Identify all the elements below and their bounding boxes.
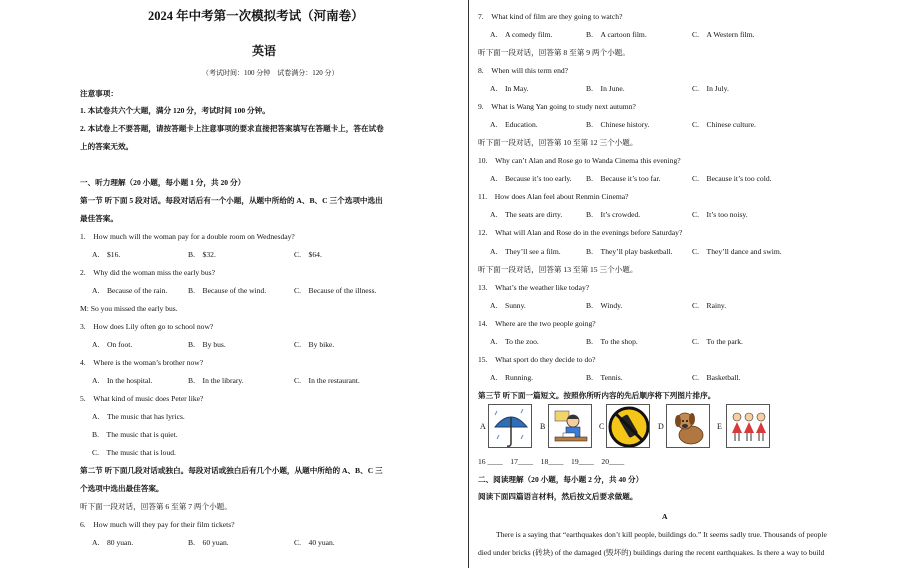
question-6: 6. How much will they pay for their film tickets? bbox=[80, 520, 235, 529]
umbrella-rain-picture bbox=[488, 404, 532, 448]
pic-label-d: D bbox=[658, 422, 664, 431]
question-3: 3. How does Lily often go to school now? bbox=[80, 322, 214, 331]
pic-label-e: E bbox=[717, 422, 722, 431]
option-11b: B. It’s crowded. bbox=[586, 210, 641, 219]
exam-info: （考试时间：100 分钟 试卷满分：120 分） bbox=[202, 69, 339, 77]
option-11a: A. The seats are dirty. bbox=[490, 210, 563, 219]
pic-label-c: C bbox=[599, 422, 605, 431]
option-9c: C. Chinese culture. bbox=[692, 120, 756, 129]
notice-2-cont: 上的答案无效。 bbox=[80, 142, 134, 151]
dancing-girls-picture bbox=[726, 404, 770, 448]
option-5b: B. The music that is quiet. bbox=[92, 430, 178, 439]
option-10a: A. Because it’s too early. bbox=[490, 174, 572, 183]
dialog-line: M: So you missed the early bus. bbox=[80, 304, 178, 313]
dialog-instruction-3: 听下面一段对话，回答第 10 至第 12 三个小题。 bbox=[478, 138, 638, 147]
question-12: 12. What will Alan and Rose do in the evenings before Saturday? bbox=[478, 228, 683, 237]
question-10: 10. Why can’t Alan and Rose go to Wanda Cinema this evening? bbox=[478, 156, 681, 165]
option-13a: A. Sunny. bbox=[490, 301, 526, 310]
umbrella-icon bbox=[489, 405, 532, 448]
dancers-icon bbox=[727, 405, 770, 448]
section2-instruction: 阅读下面四篇语言材料，然后按文后要求做题。 bbox=[478, 492, 638, 501]
option-8a: A. In May. bbox=[490, 84, 529, 93]
option-1a: A. $16. bbox=[92, 250, 121, 259]
option-8c: C. In July. bbox=[692, 84, 729, 93]
column-divider bbox=[468, 0, 469, 568]
notice-2: 2. 本试卷上不要答题，请按答题卡上注意事项的要求直接把答案填写在答题卡上，答在试卷 bbox=[80, 124, 384, 133]
option-12a: A. They’ll see a film. bbox=[490, 247, 561, 256]
option-4a: A. In the hospital. bbox=[92, 376, 153, 385]
dog-icon bbox=[667, 405, 710, 448]
question-8: 8. When will this term end? bbox=[478, 66, 569, 75]
subject-title: 英语 bbox=[252, 44, 277, 58]
question-14: 14. Where are the two people going? bbox=[478, 319, 596, 328]
option-15a: A. Running. bbox=[490, 373, 534, 382]
option-15b: B. Tennis. bbox=[586, 373, 623, 382]
section1-heading: 一、听力理解（20 小题，每小题 1 分，共 20 分） bbox=[80, 178, 246, 187]
question-4: 4. Where is the woman’s brother now? bbox=[80, 358, 204, 367]
dog-picture bbox=[666, 404, 710, 448]
option-2b: B. Because of the wind. bbox=[188, 286, 267, 295]
no-phone-icon bbox=[607, 405, 650, 448]
option-5c: C. The music that is loud. bbox=[92, 448, 176, 457]
option-5a: A. The music that has lyrics. bbox=[92, 412, 185, 421]
question-13: 13. What’s the weather like today? bbox=[478, 283, 590, 292]
option-6a: A. 80 yuan. bbox=[92, 538, 134, 547]
student-icon bbox=[549, 405, 592, 448]
option-7c: C. A Western film. bbox=[692, 30, 755, 39]
question-5: 5. What kind of music does Peter like? bbox=[80, 394, 204, 403]
dialog-instruction-4: 听下面一段对话，回答第 13 至第 15 三个小题。 bbox=[478, 265, 638, 274]
option-1c: C. $64. bbox=[294, 250, 322, 259]
question-2: 2. Why did the woman miss the early bus? bbox=[80, 268, 215, 277]
exam-title: 2024 年中考第一次模拟考试（河南卷） bbox=[148, 9, 364, 23]
no-phone-picture bbox=[606, 404, 650, 448]
option-4b: B. In the library. bbox=[188, 376, 244, 385]
answer-blanks: 16 ____ 17____ 18____ 19____ 20____ bbox=[478, 457, 625, 466]
option-13b: B. Windy. bbox=[586, 301, 623, 310]
part3-instruction: 第三节 听下面一篇短文。按照你所听内容的先后顺序将下列图片排序。 bbox=[478, 391, 716, 400]
option-14c: C. To the park. bbox=[692, 337, 743, 346]
option-3a: A. On foot. bbox=[92, 340, 133, 349]
question-15: 15. What sport do they decide to do? bbox=[478, 355, 596, 364]
option-9b: B. Chinese history. bbox=[586, 120, 650, 129]
section2-heading: 二、阅读理解（20 小题，每小题 2 分，共 40 分） bbox=[478, 475, 644, 484]
student-desk-picture bbox=[548, 404, 592, 448]
option-10c: C. Because it’s too cold. bbox=[692, 174, 772, 183]
question-9: 9. What is Wang Yan going to study next autumn? bbox=[478, 102, 636, 111]
option-1b: B. $32. bbox=[188, 250, 216, 259]
option-3c: C. By bike. bbox=[294, 340, 335, 349]
question-11: 11. How does Alan feel about Renmin Cinema? bbox=[478, 192, 629, 201]
option-12c: C. They’ll dance and swim. bbox=[692, 247, 782, 256]
passage-label: A bbox=[662, 512, 668, 521]
option-9a: A. Education. bbox=[490, 120, 538, 129]
picture-row bbox=[478, 404, 858, 454]
option-15c: C. Basketball. bbox=[692, 373, 741, 382]
option-13c: C. Rainy. bbox=[692, 301, 727, 310]
option-3b: B. By bus. bbox=[188, 340, 226, 349]
passage-line-2: died under bricks (砖块) of the damaged (毁坏的) buildings during the recent earthquakes. Is there a way to build bbox=[478, 548, 825, 557]
option-10b: B. Because it’s too far. bbox=[586, 174, 661, 183]
pic-label-b: B bbox=[540, 422, 546, 431]
option-2a: A. Because of the rain. bbox=[92, 286, 168, 295]
option-4c: C. In the restaurant. bbox=[294, 376, 360, 385]
option-14b: B. To the shop. bbox=[586, 337, 638, 346]
dialog-instruction-1: 听下面一段对话，回答第 6 至第 7 两个小题。 bbox=[80, 502, 232, 511]
notice-1: 1. 本试卷共六个大题，满分 120 分，考试时间 100 分钟。 bbox=[80, 106, 270, 115]
question-7: 7. What kind of film are they going to watch? bbox=[478, 12, 623, 21]
option-7b: B. A cartoon film. bbox=[586, 30, 647, 39]
part2-instruction-cont: 个选项中选出最佳答案。 bbox=[80, 484, 164, 493]
question-1: 1. How much will the woman pay for a double room on Wednesday? bbox=[80, 232, 295, 241]
option-12b: B. They’ll play basketball. bbox=[586, 247, 673, 256]
notice-heading: 注意事项： bbox=[80, 89, 118, 98]
option-14a: A. To the zoo. bbox=[490, 337, 539, 346]
option-6b: B. 60 yuan. bbox=[188, 538, 229, 547]
option-11c: C. It’s too noisy. bbox=[692, 210, 748, 219]
part1-instruction: 第一节 听下面 5 段对话。每段对话后有一个小题，从题中所给的 A、B、C 三个选项中选出 bbox=[80, 196, 383, 205]
option-7a: A. A comedy film. bbox=[490, 30, 553, 39]
option-6c: C. 40 yuan. bbox=[294, 538, 335, 547]
pic-label-a: A bbox=[480, 422, 486, 431]
dialog-instruction-2: 听下面一段对话，回答第 8 至第 9 两个小题。 bbox=[478, 48, 630, 57]
part1-instruction-cont: 最佳答案。 bbox=[80, 214, 118, 223]
option-2c: C. Because of the illness. bbox=[294, 286, 377, 295]
passage-line-1: There is a saying that “earthquakes don’t kill people, buildings do.” It seems sadly true. Thousands of people bbox=[496, 530, 827, 539]
part2-instruction: 第二节 听下面几段对话或独白。每段对话或独白后有几个小题，从题中所给的 A、B、C 三 bbox=[80, 466, 383, 475]
option-8b: B. In June. bbox=[586, 84, 625, 93]
